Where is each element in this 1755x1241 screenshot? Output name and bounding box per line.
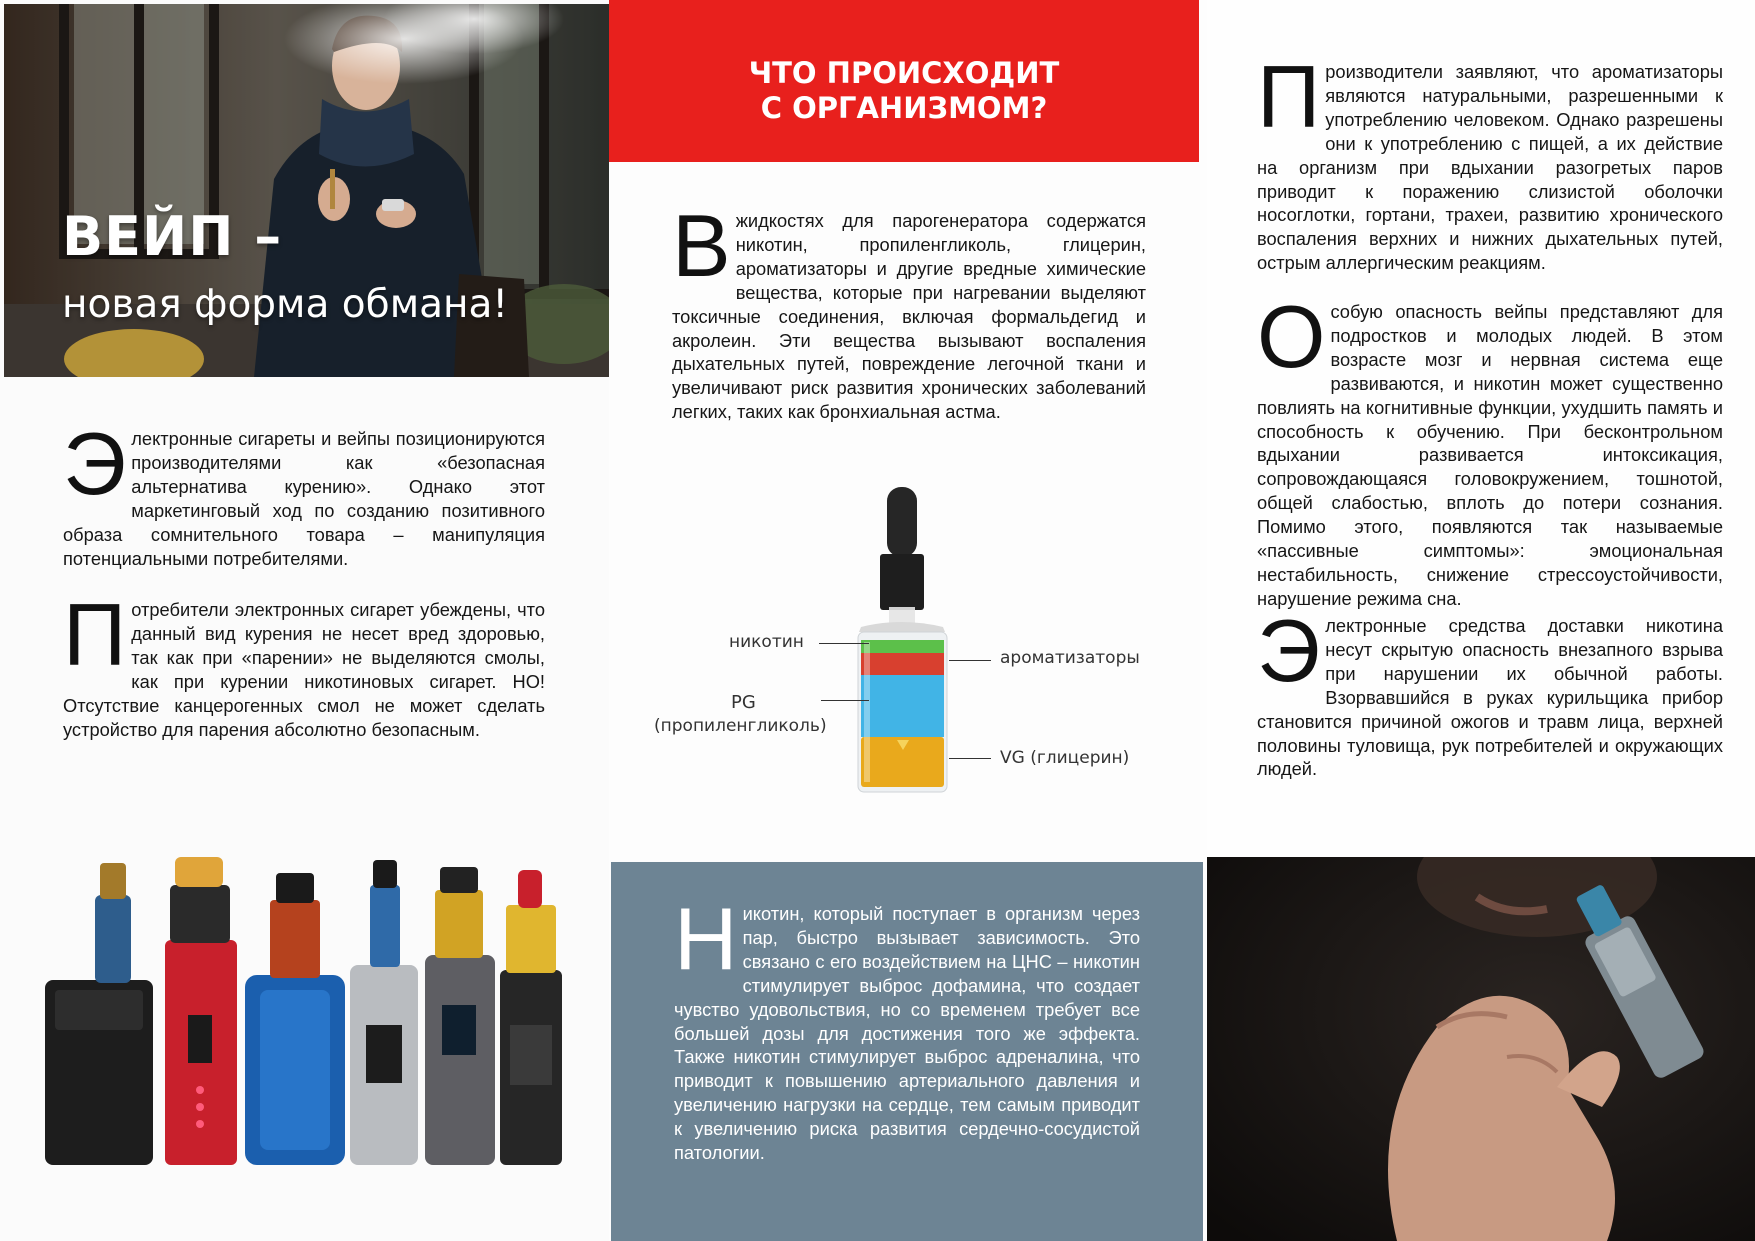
intro-paragraph <box>63 414 545 570</box>
heading-line-1: ЧТО ПРОИСХОДИТ <box>748 56 1060 90</box>
left-panel <box>0 0 609 1241</box>
drop-cap: О <box>1257 287 1326 386</box>
explosion-paragraph <box>1257 601 1723 781</box>
drop-cap: П <box>1257 47 1321 146</box>
cover-subtitle: новая форма обмана! <box>62 282 509 327</box>
leader-line <box>821 700 869 701</box>
label-nicotine: никотин <box>729 632 804 652</box>
right-panel <box>1207 0 1755 1241</box>
hand-vaping-photo <box>1207 857 1755 1241</box>
nicotine-paragraph <box>674 889 1140 1165</box>
paragraph-text: икотин, который поступает в организм через пар, быстро вызывает зависимость. Это связано с его воздействием на ЦНС – никотин стимулирует выброс дофамина, что создает чувство удовольствия, но со временем требует все большей дозы для достижения того же эффекта. Также никотин стимулирует выброс адреналина, что приводит к повышению артериального давления и увеличению нагрузки на сердце, тем самым приводит к увеличению риска развития сердечно-сосудистой патологии. <box>674 903 1140 1164</box>
drop-cap: П <box>63 585 127 684</box>
label-pg-desc: (пропиленгликоль) <box>654 716 827 736</box>
flavor-layer <box>861 653 944 675</box>
e-liquid-bottle-diagram <box>839 482 979 800</box>
leader-line <box>949 660 991 661</box>
leader-line <box>819 643 869 644</box>
heading-line-2: С ОРГАНИЗМОМ? <box>760 91 1048 125</box>
nicotine-info-box <box>611 862 1203 1241</box>
drop-cap: Э <box>63 414 127 513</box>
nicotine-layer <box>861 640 944 653</box>
section-heading <box>609 56 1199 126</box>
drop-cap: Э <box>1257 601 1321 700</box>
paragraph-text: лектронные сигареты и вейпы позиционируются производителями как «безопасная альтернатива курению». Однако этот маркетинговый ход по созданию позитивного образа сомнительного товара – манипуляция потенциальными потребителями. <box>63 428 545 569</box>
vape-devices-photo <box>40 845 570 1170</box>
youth-danger-paragraph <box>1257 287 1723 611</box>
cover-title: ВЕЙП – <box>62 205 283 268</box>
leader-line <box>949 758 991 759</box>
consumers-paragraph <box>63 585 545 741</box>
label-vg: VG (глицерин) <box>1000 748 1130 768</box>
pg-layer <box>861 675 944 737</box>
label-pg: PG <box>731 692 756 713</box>
drop-cap: Н <box>674 889 738 988</box>
paragraph-text: жидкостях для парогенератора содержатся никотин, пропиленгликоль, глицерин, ароматизаторы и другие вредные химические вещества, которые при нагревании выделяют токсичные соединения, включая формальдегид и акролеин. Эти вещества вызывают воспаления дыхательных путей, повреждение легочной ткани и увеличивают риск развития хронических заболеваний легких, таких как бронхиальная астма. <box>672 210 1146 423</box>
paragraph-text: отребители электронных сигарет убеждены, что данный вид курения не несет вред здоровью, так как при «парении» не выделяются смолы, как при курении никотиновых сигарет. НО! Отсутствие канцерогенных смол не может сделать устройство для парения абсолютно безопасным. <box>63 599 545 740</box>
label-flavorings: ароматизаторы <box>1000 648 1140 668</box>
paragraph-text: лектронные средства доставки никотина несут скрытую опасность внезапного взрыва при нарушении их обычной работы. Взорвавшийся в руках курильщика прибор становится причиной ожогов и травм лица, верхней половины туловища, рук потребителей и окружающих людей. <box>1257 615 1723 780</box>
drop-cap: В <box>672 196 731 295</box>
red-header-banner <box>609 0 1199 162</box>
paragraph-text: роизводители заявляют, что ароматизаторы являются натуральными, разрешенными к употреблению человеком. Однако разрешены они к употреблению с пищей, а их действие на организм при вдыхании разогретых паров приводит к поражению слизистой оболочки носоглотки, гортани, трахеи, развитию хронического воспаления верхних и нижних дыхательных путей, острым аллергическим реакциям. <box>1257 61 1723 274</box>
liquids-paragraph <box>672 196 1146 424</box>
middle-panel <box>609 0 1207 1241</box>
paragraph-text: собую опасность вейпы представляют для подростков и молодых людей. В этом возрасте мозг и нервная система еще развиваются, и никотин может существенно повлиять на когнитивные функции, ухудшить память и способность к обучению. При бесконтрольном вдыхании развивается интоксикация, сопровождающаяся головокружением, тошнотой, общей слабостью, вплоть до потери сознания. Помимо этого, появляются так называемые «пассивные симптомы»: эмоциональная нестабильность, снижение стрессоустойчивости, нарушение режима сна. <box>1257 301 1723 609</box>
flavorings-paragraph <box>1257 47 1723 275</box>
